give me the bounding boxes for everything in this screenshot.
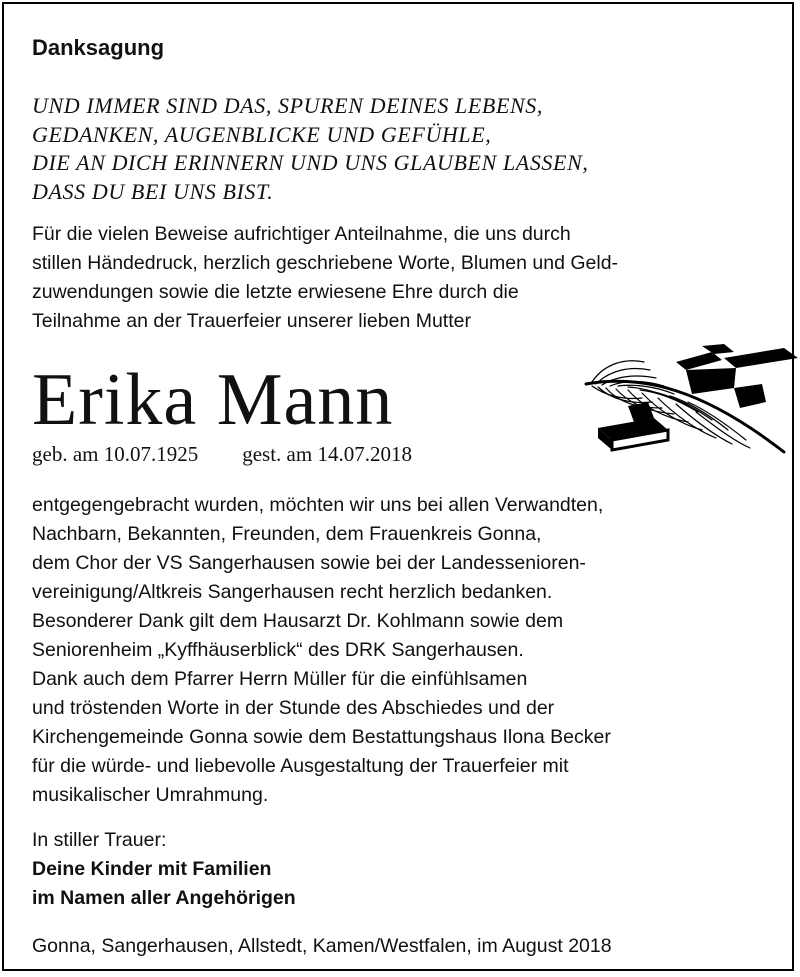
body-line: musikalischer Umrahmung.: [32, 784, 269, 806]
place-and-date: Gonna, Sangerhausen, Allstedt, Kamen/Westfalen, im August 2018: [32, 935, 612, 957]
motto-line: UND IMMER SIND DAS, SPUREN DEINES LEBENS,: [32, 93, 543, 118]
heading: Danksagung: [32, 35, 165, 60]
body-line: Besonderer Dank gilt dem Hausarzt Dr. Kohlmann sowie dem: [32, 610, 564, 632]
motto-quote: [32, 92, 588, 206]
body-line: und tröstenden Worte in der Stunde des Abschiedes und der: [32, 697, 555, 719]
mourning-signature: [32, 826, 296, 913]
body-line: entgegengebracht wurden, möchten wir uns bei allen Verwandten,: [32, 494, 604, 516]
motto-line: DASS DU BEI UNS BIST.: [32, 178, 274, 204]
birth-date: geb. am 10.07.1925: [32, 442, 199, 466]
body-line: vereinigung/Altkreis Sangerhausen recht herzlich bedanken.: [32, 581, 553, 603]
body-line: Nachbarn, Bekannten, Freunden, dem Frauenkreis Gonna,: [32, 523, 542, 545]
body-line: Kirchengemeinde Gonna sowie dem Bestattungshaus Ilona Becker: [32, 726, 611, 748]
lower-cross: [598, 402, 668, 450]
deceased-name: Erika Mann: [32, 359, 394, 441]
body-line: Seniorenheim „Kyffhäuserblick“ des DRK Sangerhausen.: [32, 639, 524, 661]
mourning-label: In stiller Trauer:: [32, 829, 167, 851]
death-date: gest. am 14.07.2018: [242, 442, 412, 466]
intro-line: stillen Händedruck, herzlich geschriebene Worte, Blumen und Geld-: [32, 252, 619, 274]
body-line: für die würde- und liebevolle Ausgestaltung der Trauerfeier mit: [32, 755, 569, 777]
obituary-frame: [2, 2, 794, 971]
mourners-line: im Namen aller Angehörigen: [32, 887, 296, 909]
body-paragraph: [32, 491, 611, 810]
intro-paragraph: [32, 220, 618, 336]
intro-line: Für die vielen Beweise aufrichtiger Anteilnahme, die uns durch: [32, 223, 571, 245]
life-dates: [32, 440, 412, 468]
body-line: dem Chor der VS Sangerhausen sowie bei der Landessenioren-: [32, 552, 586, 574]
motto-line: GEDANKEN, AUGENBLICKE UND GEFÜHLE,: [32, 121, 492, 147]
intro-line: zuwendungen sowie die letzte erwiesene Ehre durch die: [32, 281, 519, 303]
intro-line: Teilnahme an der Trauerfeier unserer lieben Mutter: [32, 310, 471, 332]
cross-and-palm-frond-icon: [584, 344, 800, 456]
mourners-line: Deine Kinder mit Familien: [32, 858, 272, 880]
motto-line: DIE AN DICH ERINNERN UND UNS GLAUBEN LASSEN,: [32, 150, 589, 175]
body-line: Dank auch dem Pfarrer Herrn Müller für die einfühlsamen: [32, 668, 528, 690]
